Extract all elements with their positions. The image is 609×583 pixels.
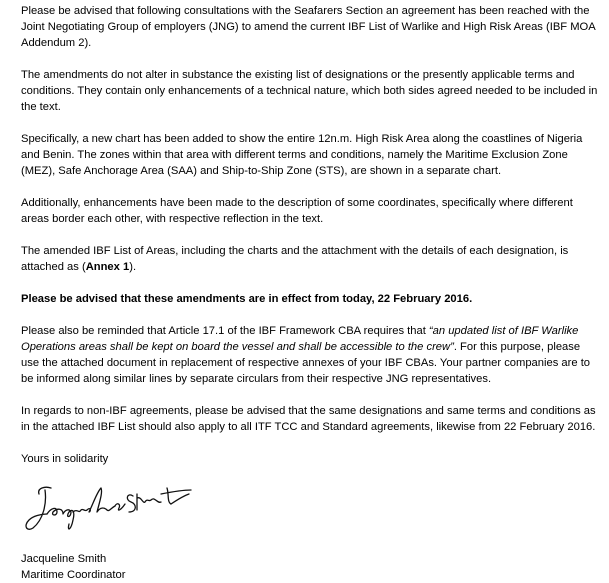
paragraph-non-ibf: In regards to non-IBF agreements, please be advised that the same designations and same terms and conditions as in the attached IBF List should also apply to all ITF TCC and Standard agreements, likewise from 22 February 2016. xyxy=(21,405,596,433)
annex-reference: Annex 1 xyxy=(85,261,130,273)
signer-title: Maritime Coordinator xyxy=(21,569,126,581)
paragraph-article-17 xyxy=(21,323,601,387)
paragraph-new-chart: Specifically, a new chart has been added to show the entire 12n.m. High Risk Area along the coastlines of Nigeria and Benin. The zones within that area with different terms and conditions, namely the Maritime Exclusion Zone (MEZ), Safe Anchorage Area (SAA) and Ship-to-Ship Zone (STS), are shown in a separate chart. xyxy=(21,133,583,177)
article-text-post: . For this purpose, please use the attached document in replacement of respective annexes of your IBF CBAs. Your partner companies are to be informed along similar lines by separate circulars from their respective JNG representatives. xyxy=(21,341,591,385)
paragraph-amendments-scope: The amendments do not alter in substance the existing list of designations or the presently applicable terms and conditions. They contain only enhancements of a technical nature, which both sides agreed needed to be included in the text. xyxy=(21,69,598,113)
annex-text-post: ). xyxy=(129,261,137,273)
article-quote: “an updated list of IBF Warlike Operations areas shall be kept on board the vessel and shall be accessible to the crew” xyxy=(21,325,579,353)
paragraph-consultations: Please be advised that following consultations with the Seafarers Section an agreement has been reached with the Joint Negotiating Group of employers (JNG) to amend the current IBF List of Warlike and High Risk Areas (IBF MOA Addendum 2). xyxy=(21,5,596,49)
signer-name: Jacqueline Smith xyxy=(21,553,107,565)
paragraph-coordinates: Additionally, enhancements have been made to the description of some coordinates, specifically where different areas border each other, with respective reflection in the text. xyxy=(21,197,573,225)
paragraph-annex xyxy=(21,243,601,275)
signer-block xyxy=(21,551,125,583)
letter-body xyxy=(21,3,601,467)
handwritten-signature xyxy=(21,474,231,542)
article-text-pre: Please also be reminded that Article 17.1 of the IBF Framework CBA requires that xyxy=(21,325,429,337)
closing-salutation: Yours in solidarity xyxy=(21,453,109,465)
annex-text-pre: The amended IBF List of Areas, including the charts and the attachment with the details of each designation, is attached as ( xyxy=(21,245,569,273)
paragraph-effective-date: Please be advised that these amendments are in effect from today, 22 February 2016. xyxy=(21,293,473,305)
